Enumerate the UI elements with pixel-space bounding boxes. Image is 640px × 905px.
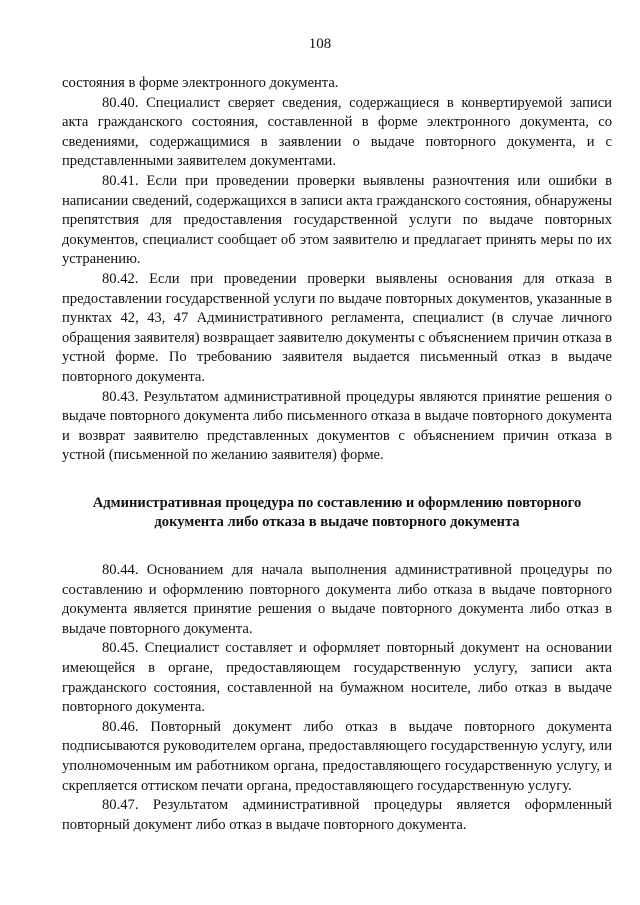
paragraph-continuation: состояния в форме электронного документа. bbox=[62, 75, 339, 91]
paragraph-80-41: 80.41. Если при проведении проверки выявлены разночтения или ошибки в написании сведений, содержащихся в записи акта гражданского состояния, обнаружены препятствия для предоставления государственной услуги по выдаче повторных документов, специалист сообщает об этом заявителю и предлагает принять меры по их устранению. bbox=[62, 172, 612, 268]
paragraph-80-42: 80.42. Если при проведении проверки выявлены основания для отказа в предоставлении государственной услуги по выдаче повторных документов, указанные в пунктах 42, 43, 47 Административного регламента, специалист (в случае личного обращения заявителя) возвращает заявителю документы с объяснением причин отказа в устной форме. По требованию заявителя выдается письменный отказ в выдаче повторного документа. bbox=[62, 270, 612, 385]
paragraph-80-45: 80.45. Специалист составляет и оформляет повторный документ на основании имеющейся в органе, предоставляющем государственную услугу, записи акта гражданского состояния, составленной на бумажном носителе, либо отказ в выдаче повторного документа. bbox=[62, 640, 612, 716]
paragraph-80-47: 80.47. Результатом административной процедуры является оформленный повторный документ либо отказ в выдаче повторного документа. bbox=[62, 797, 612, 833]
paragraph-80-44: 80.44. Основанием для начала выполнения административной процедуры по составлению и оформлению повторного документа либо отказа в выдаче повторного документа является принятие решения о выдаче повторного документа либо отказ в выдаче повторного документа. bbox=[62, 562, 612, 637]
section-heading: Административная процедура по составлению и оформлению повторного документа либо отказа в выдаче повторного документа bbox=[92, 494, 582, 531]
paragraph-80-46: 80.46. Повторный документ либо отказ в выдаче повторного документа подписываются руководителем органа, предоставляющего государственную услугу, или уполномоченным им работником органа, предоставляющего государственную услугу, и скрепляется оттиском печати органа, предоставляющего государственную услугу. bbox=[62, 718, 612, 794]
paragraph-80-43: 80.43. Результатом административной процедуры являются принятие решения о выдаче повторного документа либо письменного отказа в выдаче повторного документа и возврат заявителю представленных документов с объяснением причин отказа в устной (письменной по желанию заявителя) форме. bbox=[62, 388, 612, 464]
paragraph-80-40: 80.40. Специалист сверяет сведения, содержащиеся в конвертируемой записи акта гражданского состояния, составленной в форме электронного документа, со сведениями, содержащимися в заявлении о выдаче повторного документа, и с представленными заявителем документами. bbox=[62, 94, 612, 170]
page-number: 108 bbox=[308, 36, 332, 52]
document-body bbox=[62, 74, 612, 835]
